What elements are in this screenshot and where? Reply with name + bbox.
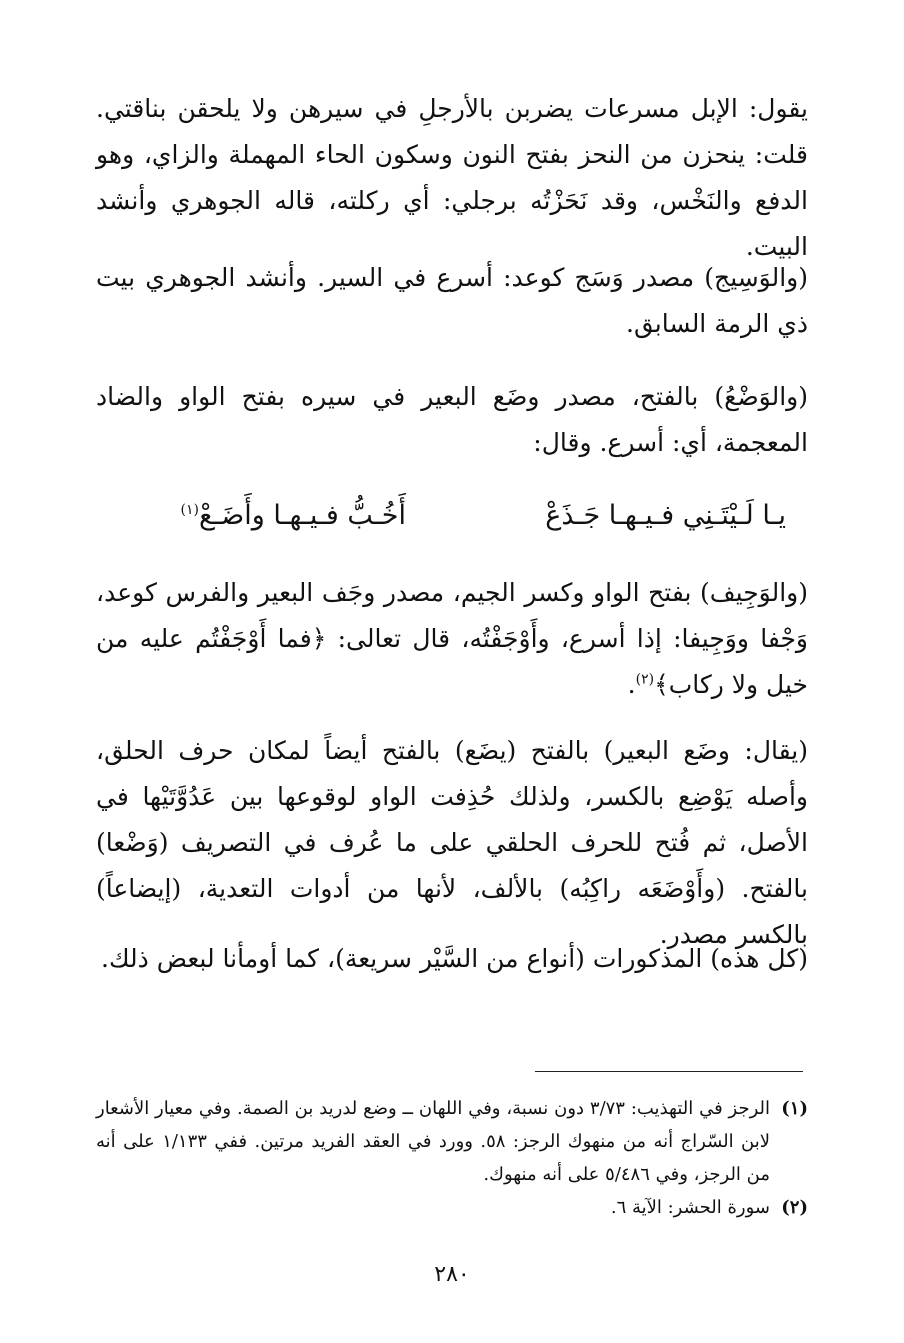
footnote-2 xyxy=(96,1191,808,1224)
verse-first-hemistich: يـا لَـيْتَـنِي فـيـهـا جَـذَعْ xyxy=(545,500,786,531)
footnotes-section xyxy=(96,1092,808,1224)
paragraph-wajif-text: (والوَجِيف) بفتح الواو وكسر الجيم، مصدر وجَف البعير والفرس كوعد، وَجْفا ووَجِيفا: إذا أسرع، وأَوْجَفْتُه، قال تعالى: ﴿فما أَوْجَفْتُم عليه من خيل ولا ركاب﴾ xyxy=(96,578,808,699)
paragraph-summary: (كل هذه) المذكورات (أنواع من السَّيْر سريعة)، كما أومأنا لبعض ذلك. xyxy=(101,944,808,973)
paragraph-nahz: يقول: الإبل مسرعات يضربن بالأرجلِ في سيرهن ولا يلحقن بناقتي. قلت: ينحزن من النحز بفتح النون وسكون الحاء المهملة والزاي، وهو الدفع والنَخْس، وقد نَحَزْتُه برجلي: أي ركلته، قاله الجوهري وأنشد البيت. xyxy=(96,94,808,261)
footnote-1 xyxy=(96,1092,808,1191)
paragraph-yuqal: (يقال: وضَع البعير) بالفتح (يضَع) بالفتح أيضاً لمكان حرف الحلق، وأصله يَوْضِع بالكسر، ولذلك حُذِفت الواو لوقوعها بين عَدُوَّتَيْها في الأصل، ثم فُتح للحرف الحلقي على ما عُرف في التصريف (وَضْعا) بالفتح. (وأَوْضَعَه راكِبُه) بالألف، لأنها من أدوات التعدية، (إيضاعاً) بالكسر مصدر. xyxy=(96,736,808,949)
verse-second-hemistich-text: أَخُـبُّ فـيـهـا وأَضَـعْ xyxy=(199,500,406,531)
verse-second-hemistich xyxy=(181,488,406,544)
footnote-ref-1[interactable]: (١) xyxy=(180,502,200,518)
paragraph-wajif xyxy=(96,570,808,708)
page-number: ٢٨٠ xyxy=(434,1262,470,1287)
footnote-1-text: الرجز في التهذيب: ٣/٧٣ دون نسبة، وفي اللهان ــ وضع لدريد بن الصمة. وفي معيار الأشعار لابن السّراج أنه من منهوك الرجز: ٥٨. وورد في العقد الفريد مرتين. ففي ١/١٣٣ على أنه من الرجز، وفي ٥/٤٨٦ على أنه منهوك. xyxy=(96,1098,770,1185)
footnote-2-text: سورة الحشر: الآية ٦. xyxy=(610,1197,770,1218)
paragraph-wad: (والوَضْعُ) بالفتح، مصدر وضَع البعير في سيره بفتح الواو والضاد المعجمة، أي: أسرع. وقال: xyxy=(96,382,808,457)
footnote-separator xyxy=(535,1071,803,1072)
footnote-ref-2[interactable]: (٢) xyxy=(635,671,655,688)
footnote-2-number: (٢) xyxy=(781,1197,808,1218)
poetry-verse xyxy=(126,488,786,544)
paragraph-wajif-tail: . xyxy=(627,670,636,699)
paragraph-wasij: (والوَسِيج) مصدر وَسَج كوعد: أسرع في السير. وأنشد الجوهري بيت ذي الرمة السابق. xyxy=(96,263,808,338)
footnote-1-number: (١) xyxy=(781,1098,808,1119)
